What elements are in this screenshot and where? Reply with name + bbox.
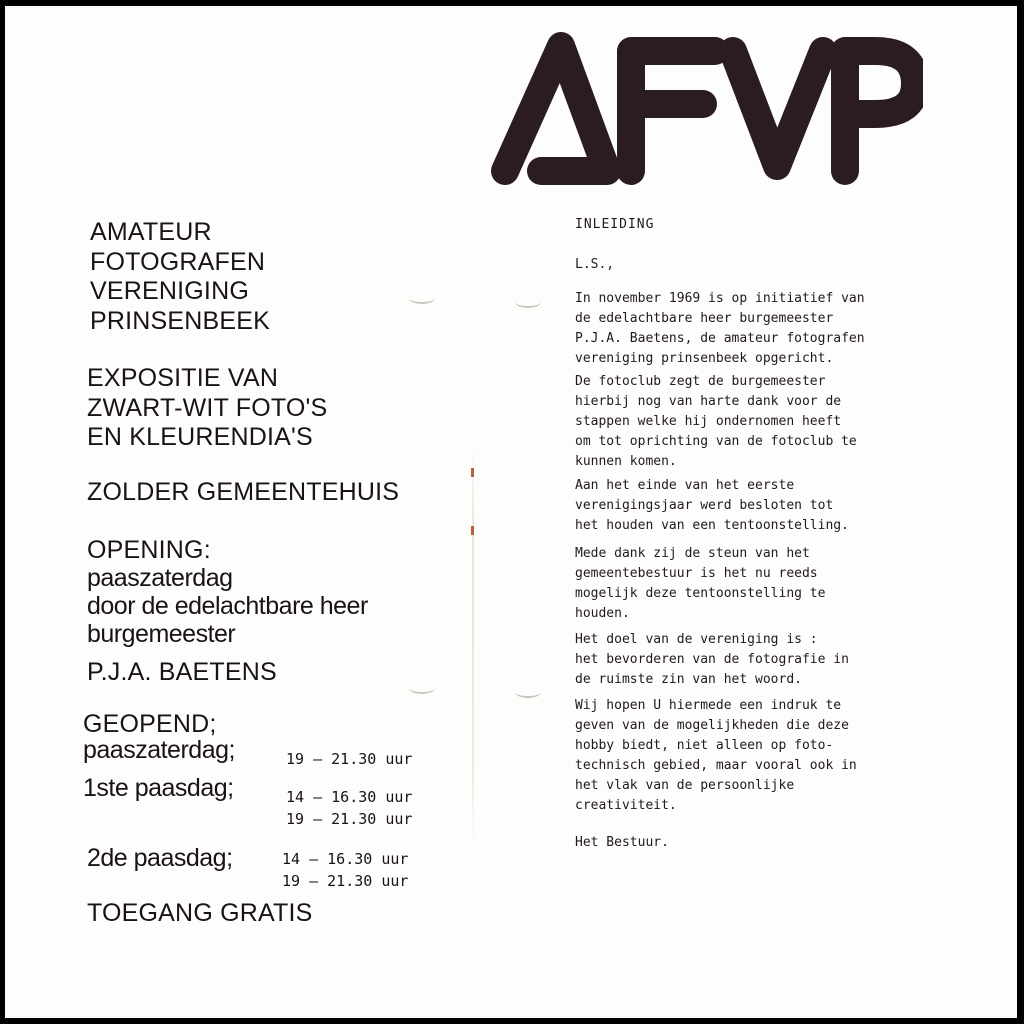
text-line: het bevorderen van de fotografie in [575, 652, 849, 667]
text-line: Het doel van de vereniging is : [575, 632, 818, 647]
club-name-line: VERENIGING [90, 277, 249, 305]
schedule-time: 19 – 21.30 uur [286, 810, 413, 828]
intro-paragraph [575, 544, 825, 624]
open-heading: GEOPEND; [83, 710, 217, 738]
opening-line: door de edelachtbare heer [87, 592, 368, 620]
schedule-time: 19 – 21.30 uur [286, 750, 413, 768]
club-name [90, 218, 270, 336]
punch-hole [515, 686, 541, 698]
exhibition-line: ZWART-WIT FOTO'S [87, 393, 328, 422]
venue: ZOLDER GEMEENTEHUIS [87, 478, 400, 506]
text-line: vereniging prinsenbeek opgericht. [575, 351, 834, 366]
exhibition-line: EXPOSITIE VAN [87, 364, 279, 392]
text-line: In november 1969 is op initiatief van [575, 291, 865, 306]
schedule-day: 1ste paasdag; [83, 774, 234, 802]
salutation: L.S., [575, 257, 615, 272]
text-line: hierbij nog van harte dank voor de [575, 394, 842, 409]
text-line: creativiteit. [575, 798, 677, 813]
brochure-page [5, 6, 1017, 1018]
text-line: stappen welke hij ondernomen heeft [575, 414, 842, 429]
text-line: geven van de mogelijkheden die deze [575, 718, 849, 733]
text-line: het vlak van de persoonlijke [575, 778, 795, 793]
intro-paragraph [575, 289, 865, 369]
opening-heading: OPENING: [87, 536, 211, 564]
exhibition-title [87, 364, 327, 453]
intro-paragraph [575, 476, 849, 536]
text-line: technisch gebied, maar vooral ook in [575, 758, 857, 773]
text-line: de edelachtbare heer burgemeester [575, 311, 834, 326]
fold-mark [471, 468, 474, 477]
fold-mark [471, 526, 474, 535]
text-line: Wij hopen U hiermede een indruk te [575, 698, 842, 713]
text-line: Aan het einde van het eerste [575, 478, 795, 493]
text-line: om tot oprichting van de fotoclub te [575, 434, 857, 449]
opening-person: P.J.A. BAETENS [87, 658, 277, 686]
admission: TOEGANG GRATIS [87, 899, 313, 927]
text-line: mogelijk deze tentoonstelling te [575, 586, 826, 601]
opening-details [87, 564, 368, 648]
intro-paragraph [575, 630, 849, 690]
schedule-day: 2de paasdag; [87, 844, 233, 872]
club-name-line: AMATEUR [90, 218, 212, 246]
intro-panel [570, 6, 1010, 1018]
poster-panel [5, 6, 465, 1018]
text-line: verenigingsjaar werd besloten tot [575, 498, 834, 513]
text-line: het houden van een tentoonstelling. [575, 518, 849, 533]
schedule-time: 19 – 21.30 uur [282, 872, 409, 890]
text-line: kunnen komen. [575, 454, 677, 469]
intro-heading: INLEIDING [575, 217, 655, 232]
text-line: De fotoclub zegt de burgemeester [575, 374, 826, 389]
club-name-line: FOTOGRAFEN [90, 247, 266, 276]
club-name-line: PRINSENBEEK [90, 306, 271, 335]
opening-line: paaszaterdag [87, 564, 233, 592]
schedule-time: 14 – 16.30 uur [282, 850, 409, 868]
schedule-time: 14 – 16.30 uur [286, 788, 413, 806]
text-line: P.J.A. Baetens, de amateur fotografen [575, 331, 865, 346]
opening-line: burgemeester [87, 620, 236, 648]
signature: Het Bestuur. [575, 835, 669, 850]
text-line: gemeentebestuur is het nu reeds [575, 566, 818, 581]
schedule-day: paaszaterdag; [83, 736, 235, 764]
text-line: Mede dank zij de steun van het [575, 546, 810, 561]
text-line: de ruimste zin van het woord. [575, 672, 802, 687]
exhibition-line: EN KLEURENDIA'S [87, 423, 313, 451]
center-fold [472, 446, 474, 846]
text-line: hobby biedt, niet alleen op foto- [575, 738, 834, 753]
punch-hole [515, 296, 541, 308]
text-line: houden. [575, 606, 630, 621]
intro-paragraph [575, 696, 857, 816]
intro-paragraph [575, 372, 857, 472]
